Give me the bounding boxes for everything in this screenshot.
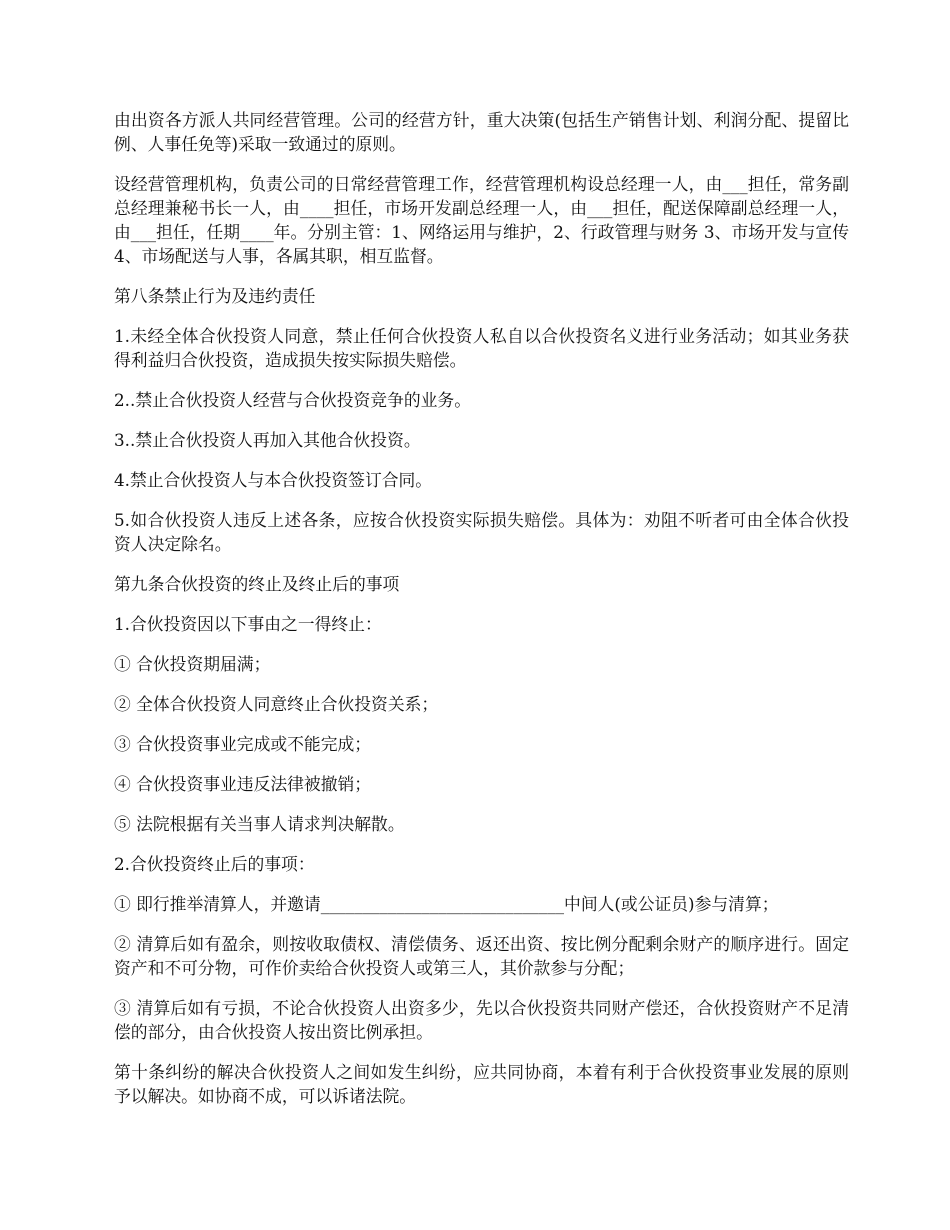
clause-8-3: 3..禁止合伙投资人再加入其他合伙投资。 [114, 430, 421, 450]
list-item-liquidator: ① 即行推举清算人，并邀请_____________________________中间人(或公证员)参与清算； [114, 894, 779, 914]
paragraph-management: 由出资各方派人共同经营管理。公司的经营方针，重大决策(包括生产销售计划、利润分配、提留比例、人事任免等)采取一致通过的原则。 [114, 110, 849, 154]
list-item-all-agree: ② 全体合伙投资人同意终止合伙投资关系； [114, 694, 439, 714]
section-heading-article-10: 第十条纠纷的解决合伙投资人之间如发生纠纷，应共同协商，本着有利于合伙投资事业发展的原则予以解决。如协商不成，可以诉诸法院。 [114, 1062, 849, 1106]
list-item-term-expired: ① 合伙投资期届满； [114, 654, 271, 674]
document-body [114, 108, 849, 1124]
list-item-court-dissolution: ⑤ 法院根据有关当事人请求判决解散。 [114, 814, 405, 834]
list-item-business-complete: ③ 合伙投资事业完成或不能完成； [114, 734, 372, 754]
list-item-law-revoked: ④ 合伙投资事业违反法律被撤销； [114, 774, 372, 794]
clause-8-4: 4.禁止合伙投资人与本合伙投资签订合同。 [114, 470, 433, 490]
clause-8-1: 1.未经全体合伙投资人同意，禁止任何合伙投资人私自以合伙投资名义进行业务活动；如其业务获得利益归合伙投资，造成损失按实际损失赔偿。 [114, 326, 849, 370]
section-heading-article-9: 第九条合伙投资的终止及终止后的事项 [114, 574, 400, 594]
clause-9-1: 1.合伙投资因以下事由之一得终止： [114, 614, 382, 634]
paragraph-management-structure: 设经营管理机构，负责公司的日常经营管理工作，经营管理机构设总经理一人，由___担任，常务副总经理兼秘书长一人，由____担任，市场开发副总经理一人，由___担任，配送保障副总经理一人，由___担任，任期____年。分别主管：1、网络运用与维护，2、行政管理与财务 3、市场开发与宣传 4、市场配送与人事，各属其职，相互监督。 [114, 174, 849, 266]
clause-8-2: 2..禁止合伙投资人经营与合伙投资竞争的业务。 [114, 390, 471, 410]
clause-8-5: 5.如合伙投资人违反上述各条，应按合伙投资实际损失赔偿。具体为：劝阻不听者可由全体合伙投资人决定除名。 [114, 510, 849, 554]
list-item-deficit: ③ 清算后如有亏损，不论合伙投资人出资多少，先以合伙投资共同财产偿还，合伙投资财产不足清偿的部分，由合伙投资人按出资比例承担。 [114, 998, 849, 1042]
list-item-surplus: ② 清算后如有盈余，则按收取债权、清偿债务、返还出资、按比例分配剩余财产的顺序进行。固定资产和不可分物，可作价卖给合伙投资人或第三人，其价款参与分配； [114, 934, 849, 978]
section-heading-article-8: 第八条禁止行为及违约责任 [114, 286, 316, 306]
clause-9-2: 2.合伙投资终止后的事项： [114, 854, 315, 874]
